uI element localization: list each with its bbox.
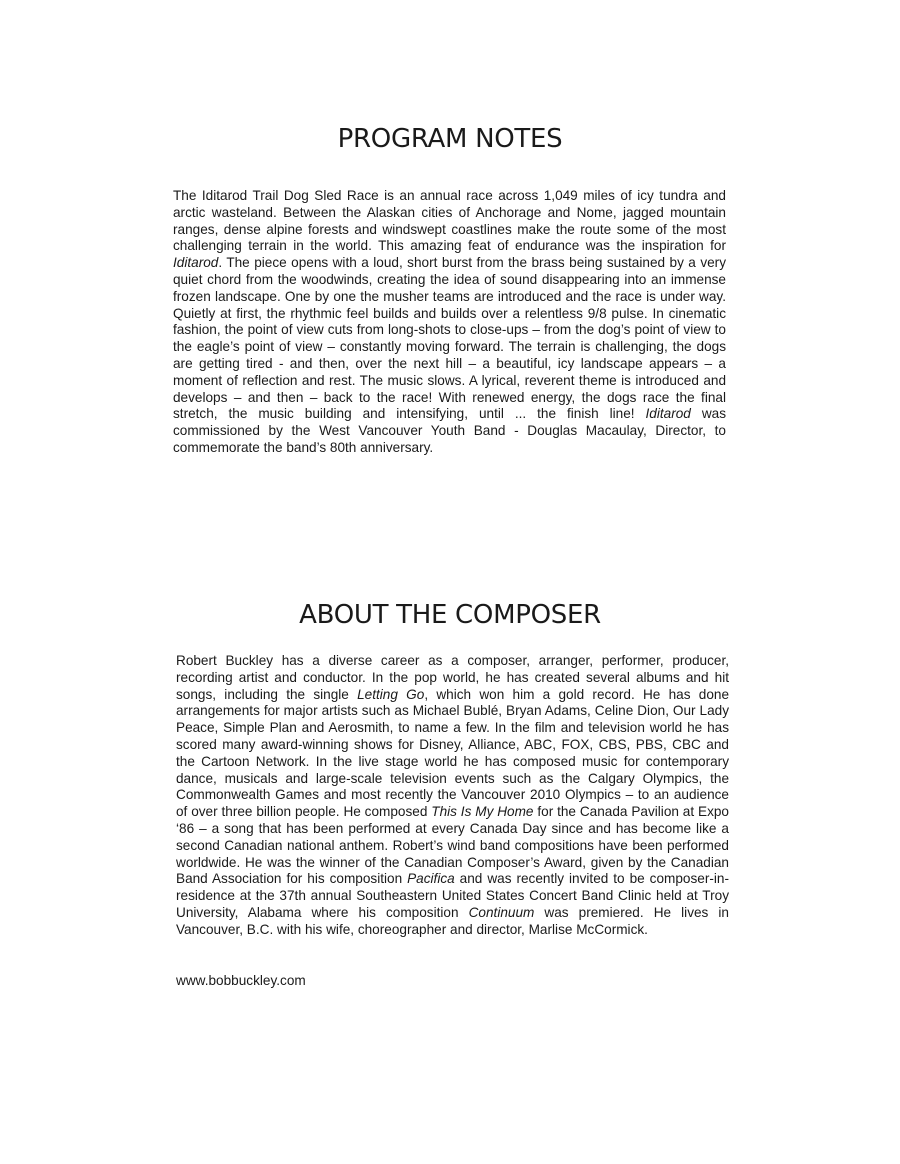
composer-text-3: for the Canada Pavilion at Expo ‘86 – a song that has been performed at every Canada Day since and has become like a second Canadian national anthem. Robert’s wind band compositions have been performed worldwide. He was the winner of the Canadian Composer’s Award, given by the Canadian Band Association for his composition — [176, 804, 729, 887]
composer-work-title-3: Pacifica — [407, 871, 455, 887]
composer-work-title-2: This Is My Home — [431, 804, 534, 820]
composer-text-1: Robert Buckley has a diverse career as a composer, arranger, performer, producer, recording artist and conductor. In the pop world, he has created several albums and hit songs, including the single — [176, 653, 729, 702]
program-notes-text-2: . The piece opens with a loud, short burst from the brass being sustained by a very quiet chord from the woodwinds, creating the idea of sound disappearing into an immense frozen landscape. One by one the musher teams are introduced and the race is under way. Quietly at first, the rhythmic feel builds and builds over a relentless 9/8 pulse. In cinematic fashion, the point of view cuts from long-shots to close-ups – from the dog’s point of view to the eagle’s point of view – constantly moving forward. The terrain is challenging, the dogs are getting tired - and then, over the next hill – a beautiful, icy landscape appears – a moment of reflection and rest. The music slows. A lyrical, reverent theme is introduced and develops – and then – back to the race! With renewed energy, the dogs race the final stretch, the music building and intensifying, until ... the finish line! — [173, 255, 726, 422]
composer-text-4: and was recently invited to be composer-in-residence at the 37th annual Southeastern United States Concert Band Clinic held at Troy University, Alabama where his composition — [176, 871, 729, 920]
composer-website-link[interactable]: www.bobbuckley.com — [176, 973, 306, 988]
program-notes-work-title-2: Iditarod — [645, 406, 691, 422]
composer-work-title-1: Letting Go — [357, 686, 425, 702]
composer-work-title-4: Continuum — [468, 904, 535, 920]
program-notes-paragraph — [173, 188, 726, 457]
program-notes-heading: PROGRAM NOTES — [337, 124, 563, 154]
program-notes-work-title-1: Iditarod — [173, 255, 219, 271]
composer-text-5: was premiered. He lives in Vancouver, B.C. with his wife, choreographer and director, Marlise McCormick. — [176, 904, 729, 937]
program-notes-text-1: The Iditarod Trail Dog Sled Race is an annual race across 1,049 miles of icy tundra and arctic wasteland. Between the Alaskan cities of Anchorage and Nome, jagged mountain ranges, dense alpine forests and windswept coastlines make the route some of the most challenging terrain in the world. This amazing feat of endurance was the inspiration for — [173, 188, 726, 254]
program-notes-text-3: was commissioned by the West Vancouver Youth Band - Douglas Macaulay, Director, to commemorate the band’s 80th anniversary. — [173, 406, 726, 455]
composer-text-2: , which won him a gold record. He has done arrangements for major artists such as Michael Bublé, Bryan Adams, Celine Dion, Our Lady Peace, Simple Plan and Aerosmith, to name a few. In the film and television world he has scored many award-winning shows for Disney, Alliance, ABC, FOX, CBS, PBS, CBC and the Cartoon Network. In the live stage world he has composed music for contemporary dance, musicals and large-scale television events such as the Calgary Olympics, the Commonwealth Games and most recently the Vancouver 2010 Olympics – to an audience of over three billion people. He composed — [176, 686, 729, 820]
about-composer-heading: ABOUT THE COMPOSER — [299, 600, 601, 630]
about-composer-paragraph — [176, 653, 729, 939]
